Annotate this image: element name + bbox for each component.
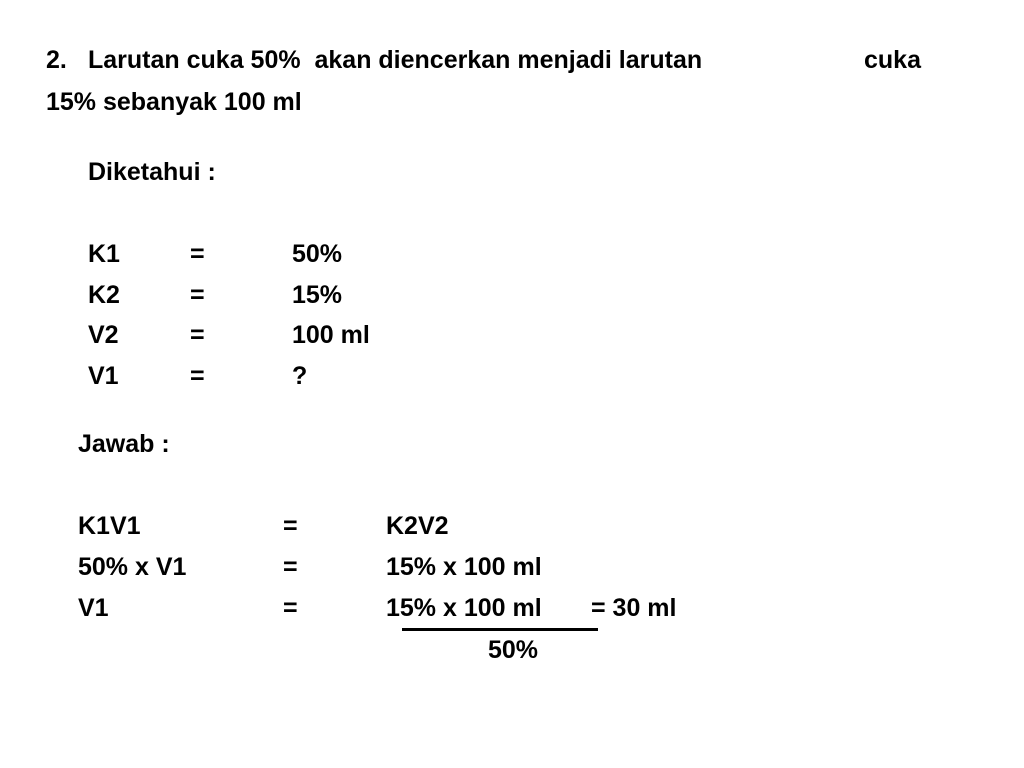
known-val-k2: 15% [292,281,343,309]
answer-denominator: 50% [488,636,539,664]
problem-text-line1-tail: cuka [864,46,921,74]
answer-left-3: V1 [78,594,109,622]
answer-left-2: 50% x V1 [78,553,187,581]
problem-text-line2: 15% sebanyak 100 ml [46,88,302,116]
known-var-k1: K1 [88,240,120,268]
known-heading: Diketahui : [88,158,216,186]
answer-right-1: K2V2 [386,512,449,540]
known-var-v1: V1 [88,362,119,390]
answer-result: = 30 ml [591,594,677,622]
answer-heading: Jawab : [78,430,170,458]
problem-number: 2. [46,46,67,74]
known-val-k1: 50% [292,240,343,268]
known-eq-v2: = [190,321,205,349]
answer-right-2: 15% x 100 ml [386,553,542,581]
known-val-v2: 100 ml [292,321,370,349]
known-var-k2: K2 [88,281,120,309]
answer-left-1: K1V1 [78,512,141,540]
known-eq-v1: = [190,362,205,390]
problem-text-line1: Larutan cuka 50% akan diencerkan menjadi larutan [88,46,703,74]
known-val-v1: ? [292,362,308,390]
answer-eq-3: = [283,594,298,622]
known-eq-k2: = [190,281,205,309]
fraction-bar [402,628,598,631]
answer-numerator: 15% x 100 ml [386,594,542,622]
answer-eq-2: = [283,553,298,581]
answer-eq-1: = [283,512,298,540]
known-var-v2: V2 [88,321,119,349]
known-eq-k1: = [190,240,205,268]
